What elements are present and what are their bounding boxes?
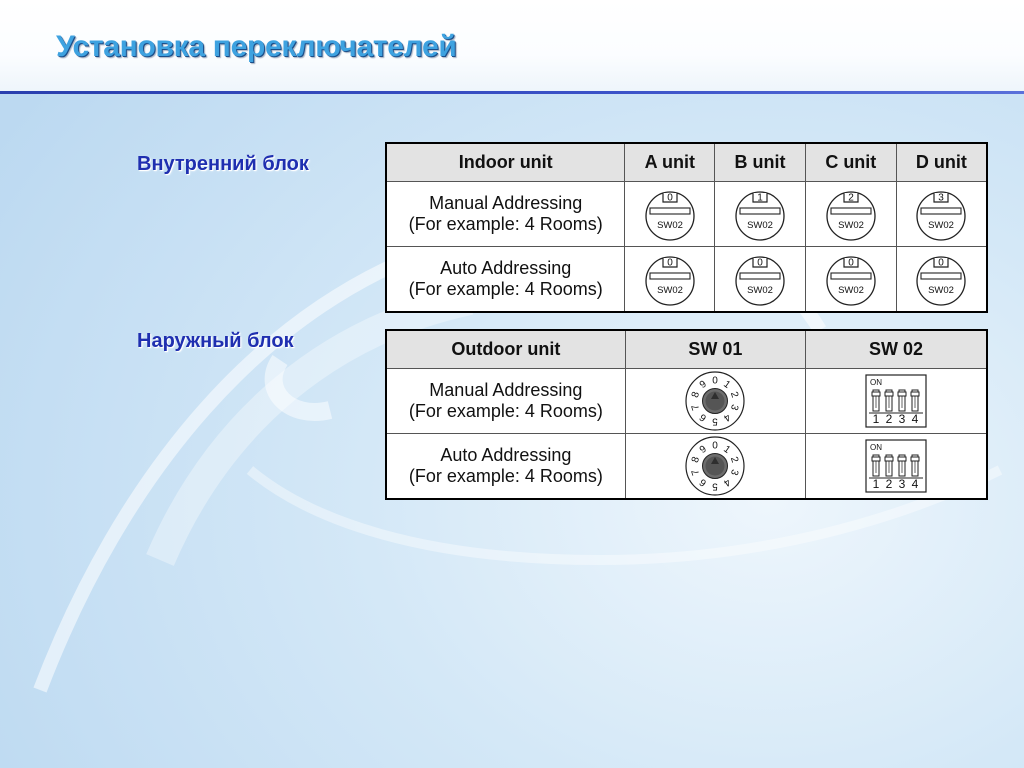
- row-label-line2: (For example: 4 Rooms): [408, 466, 603, 486]
- column-header-outdoor-unit: Outdoor unit: [386, 330, 625, 369]
- sw02-dial-b-manual: [715, 182, 806, 247]
- switch-name-label: SW02: [747, 220, 773, 231]
- switch-name-label: SW02: [928, 285, 955, 296]
- sw02-dial-d-manual: [896, 182, 987, 247]
- row-label-auto-addressing: [386, 434, 625, 500]
- header-divider: [0, 91, 1024, 94]
- table-header-row: [386, 330, 987, 369]
- dip-switch-number: 2: [885, 477, 893, 491]
- sw02-dial-c-manual: [805, 182, 896, 247]
- rotary-digit: 6: [698, 476, 710, 489]
- row-label-manual-addressing: [386, 182, 625, 247]
- rotary-digit: 1: [721, 378, 733, 391]
- column-header-b-unit: B unit: [715, 143, 806, 182]
- sw02-dip-switch-auto: [806, 434, 987, 500]
- dial-switch-icon: [731, 186, 789, 242]
- rotary-digit: 1: [721, 443, 733, 456]
- table-row: [386, 434, 987, 500]
- row-label-line1: Auto Addressing: [440, 258, 572, 278]
- rotary-digit: 4: [721, 476, 733, 489]
- row-label-auto-addressing: [386, 247, 625, 313]
- rotary-digit: 3: [728, 402, 741, 412]
- rotary-digit: 2: [728, 390, 741, 400]
- rotary-digit: 3: [728, 467, 741, 477]
- switch-name-label: SW02: [656, 220, 683, 231]
- dial-position-value: 3: [938, 192, 945, 204]
- rotary-digit: 8: [690, 390, 703, 400]
- dial-position-value: 1: [757, 192, 763, 204]
- rotary-digit: 8: [690, 455, 703, 465]
- dip-on-label: ON: [870, 378, 883, 387]
- outdoor-switch-table: [385, 329, 988, 500]
- row-label-line1: Manual Addressing: [429, 380, 583, 400]
- switch-name-label: SW02: [747, 285, 773, 296]
- dip-switch-number: 1: [872, 412, 880, 426]
- column-header-indoor-unit: Indoor unit: [386, 143, 625, 182]
- switch-name-label: SW02: [656, 285, 683, 296]
- dial-position-value: 0: [848, 257, 854, 269]
- rotary-digit: 0: [712, 375, 719, 387]
- rotary-digit: 0: [712, 440, 719, 452]
- dip-switch-icon: [864, 373, 928, 429]
- column-header-sw02: SW 02: [806, 330, 987, 369]
- row-label-line1: Manual Addressing: [429, 193, 583, 213]
- rotary-digit: 5: [712, 415, 719, 427]
- dial-switch-icon: [641, 251, 699, 307]
- table-header-row: [386, 143, 987, 182]
- rotary-digit: 9: [698, 443, 710, 456]
- sw02-dial-b-auto: [715, 247, 806, 313]
- switch-name-label: SW02: [837, 285, 864, 296]
- row-label-line1: Auto Addressing: [440, 445, 572, 465]
- dial-switch-icon: [912, 251, 970, 307]
- row-label-line2: (For example: 4 Rooms): [408, 279, 603, 299]
- rotary-digit: 7: [690, 402, 703, 412]
- column-header-d-unit: D unit: [896, 143, 987, 182]
- outdoor-unit-label: Наружный блок: [137, 330, 294, 352]
- sw01-rotary-switch-auto: [625, 434, 805, 500]
- dip-switch-number: 3: [898, 477, 906, 491]
- dip-switch-number: 3: [898, 412, 906, 426]
- dial-switch-icon: [822, 186, 880, 242]
- sw02-dial-a-auto: [625, 247, 715, 313]
- dial-switch-icon: [822, 251, 880, 307]
- dip-switch-number: 2: [885, 412, 893, 426]
- dip-switch-number: 4: [911, 477, 919, 491]
- dial-switch-icon: [641, 186, 699, 242]
- slide-title: Установка переключателей: [56, 30, 457, 63]
- dip-switch-icon: [864, 438, 928, 494]
- column-header-c-unit: C unit: [805, 143, 896, 182]
- switch-name-label: SW02: [928, 220, 955, 231]
- rotary-switch-icon: [684, 435, 746, 497]
- dial-switch-icon: [731, 251, 789, 307]
- rotary-digit: 6: [698, 411, 710, 424]
- sw01-rotary-switch-manual: [625, 369, 805, 434]
- table-row: [386, 247, 987, 313]
- dial-position-value: 0: [938, 257, 945, 269]
- dial-position-value: 2: [848, 192, 854, 204]
- table-row: [386, 369, 987, 434]
- indoor-unit-label: Внутренний блок: [137, 153, 309, 175]
- sw02-dial-d-auto: [896, 247, 987, 313]
- row-label-line2: (For example: 4 Rooms): [408, 401, 603, 421]
- dip-switch-number: 1: [872, 477, 880, 491]
- dial-position-value: 0: [667, 257, 673, 269]
- dial-position-value: 0: [667, 192, 673, 204]
- table-row: [386, 182, 987, 247]
- sw02-dial-c-auto: [805, 247, 896, 313]
- rotary-digit: 7: [690, 467, 703, 477]
- rotary-switch-icon: [684, 370, 746, 432]
- sw02-dip-switch-manual: [806, 369, 987, 434]
- dial-position-value: 0: [757, 257, 763, 269]
- dial-switch-icon: [912, 186, 970, 242]
- column-header-a-unit: A unit: [625, 143, 715, 182]
- row-label-line2: (For example: 4 Rooms): [408, 214, 603, 234]
- switch-name-label: SW02: [837, 220, 864, 231]
- sw02-dial-a-manual: [625, 182, 715, 247]
- indoor-switch-table: [385, 142, 988, 313]
- rotary-digit: 4: [721, 411, 733, 424]
- rotary-digit: 9: [698, 378, 710, 391]
- dip-on-label: ON: [870, 443, 883, 452]
- row-label-manual-addressing: [386, 369, 625, 434]
- column-header-sw01: SW 01: [625, 330, 805, 369]
- dip-switch-number: 4: [911, 412, 919, 426]
- rotary-digit: 5: [712, 480, 719, 492]
- rotary-digit: 2: [728, 455, 741, 465]
